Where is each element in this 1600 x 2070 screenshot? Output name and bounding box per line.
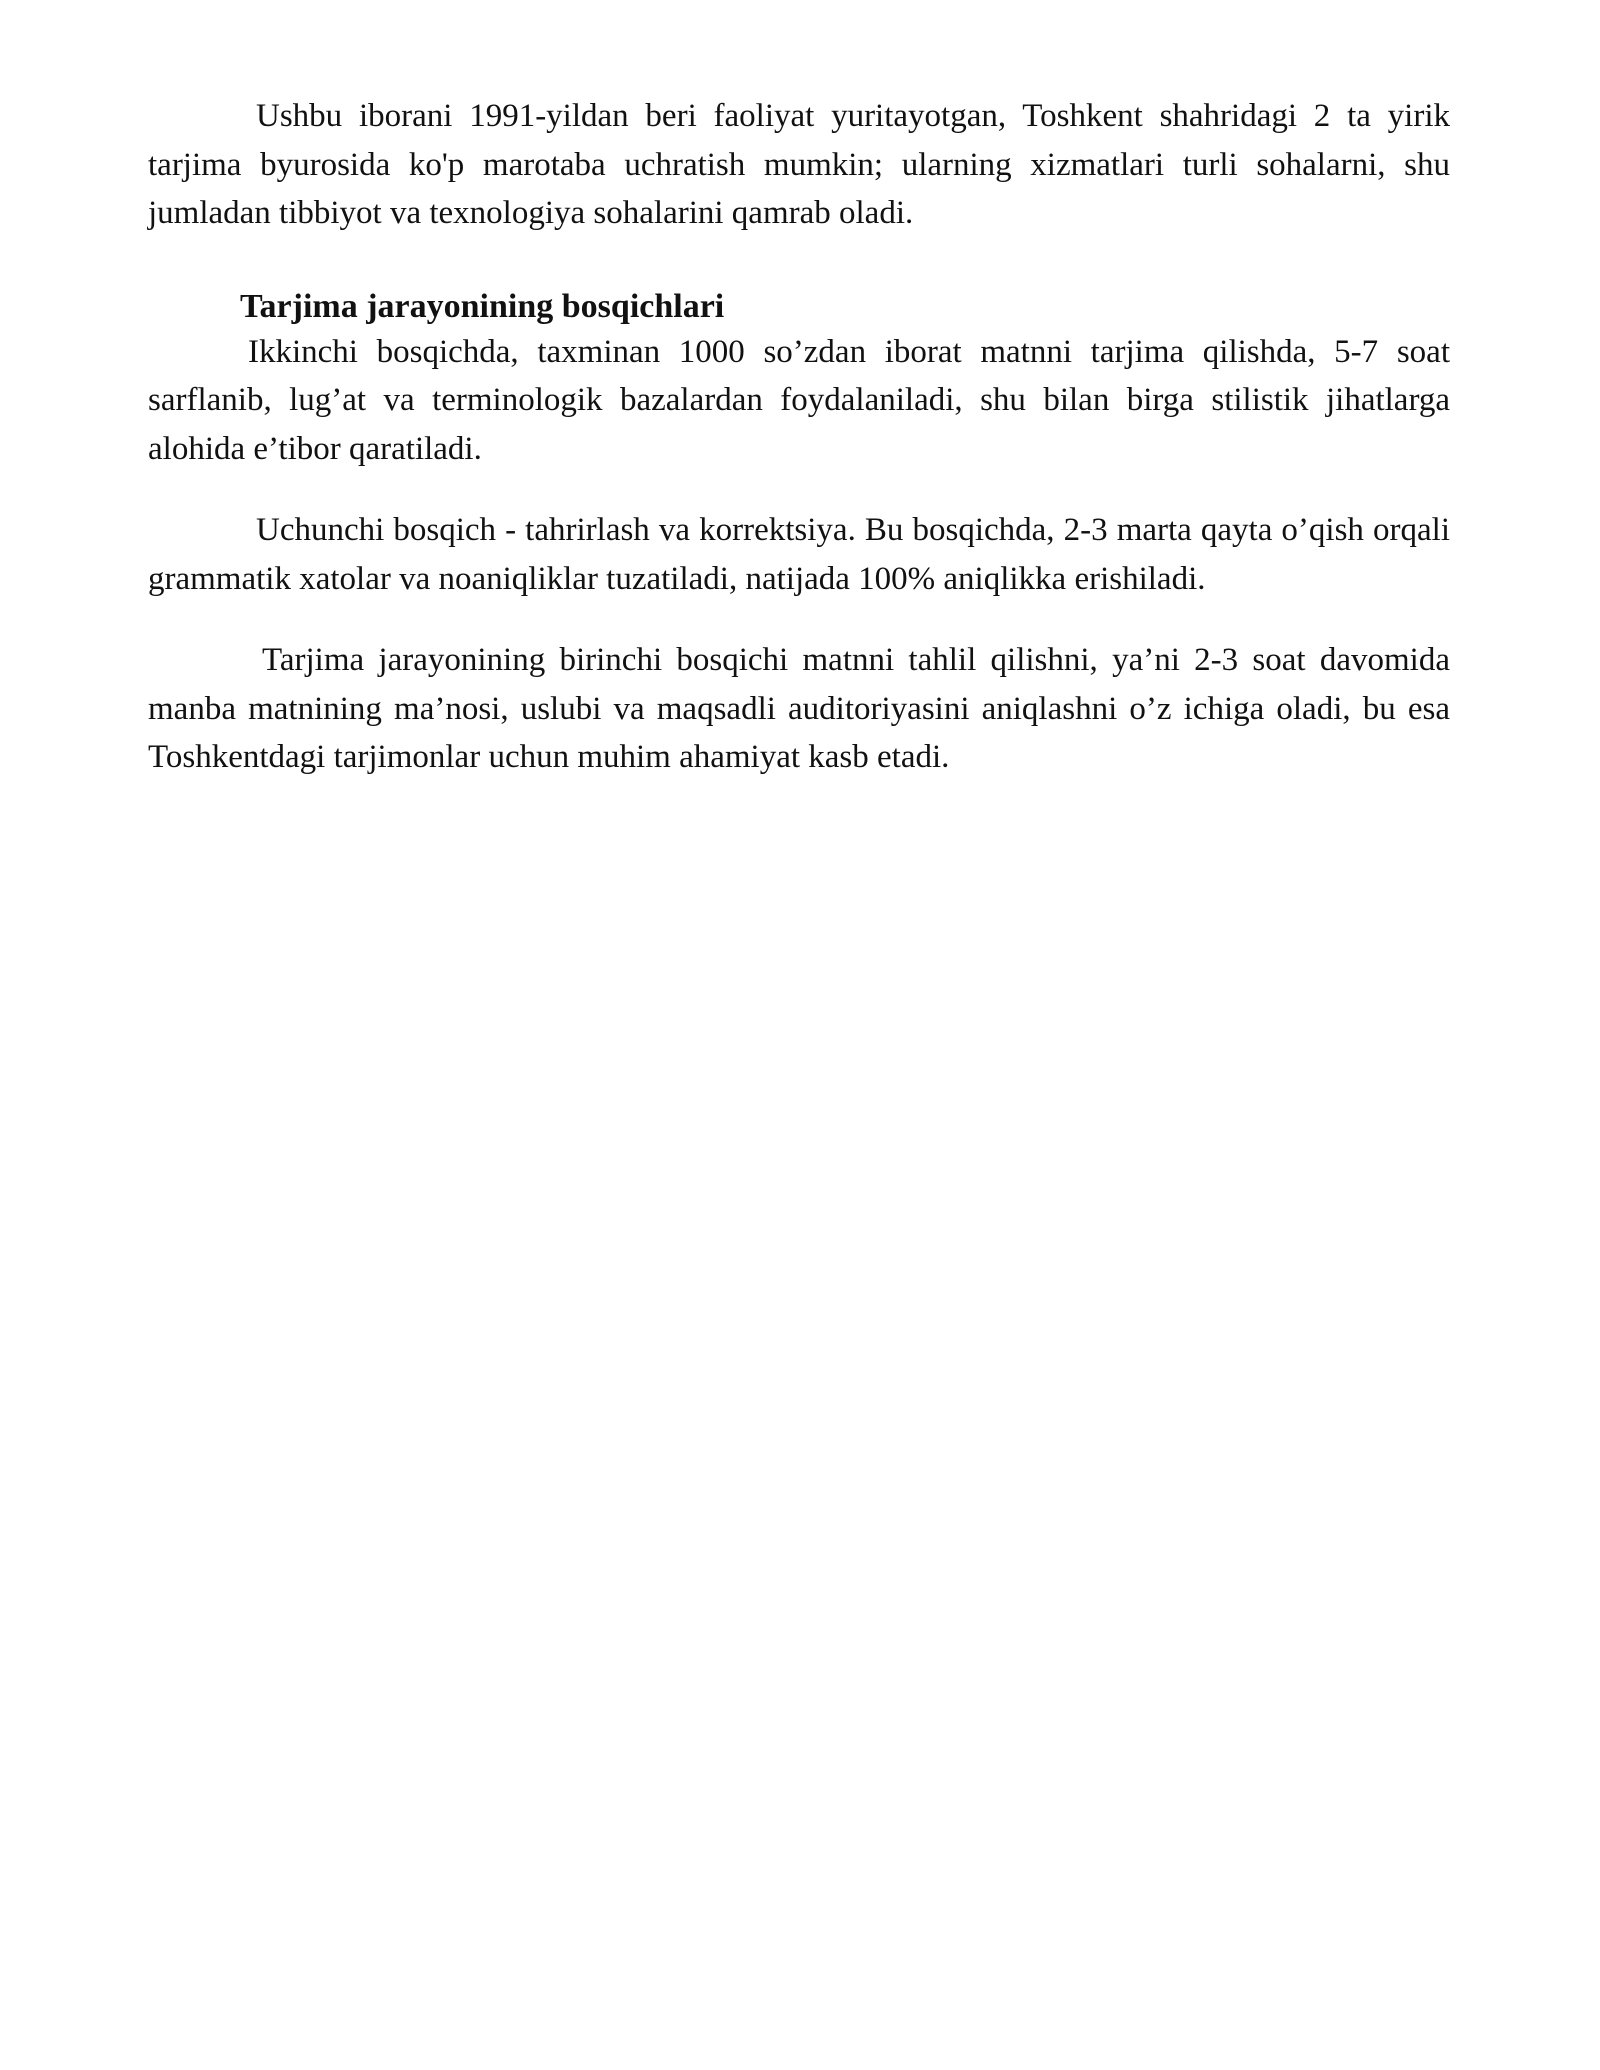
section-heading: Tarjima jarayonining bosqichlari bbox=[240, 287, 725, 325]
document-body bbox=[148, 92, 1450, 782]
paragraph-third-stage: Uchunchi bosqich - tahrirlash va korrektsiya. Bu bosqichda, 2-3 marta qayta o’qish orqali grammatik xatolar va noaniqliklar tuzatiladi, natijada 100% aniqlikka erishiladi. bbox=[148, 512, 1450, 597]
paragraph-first-stage: Tarjima jarayonining birinchi bosqichi matnni tahlil qilishni, ya’ni 2-3 soat davomida manba matnining ma’nosi, uslubi va maqsadli auditoriyasini aniqlashni o’z ichiga oladi, bu esa Toshkentdagi tarjimonlar uchun muhim ahamiyat kasb etadi. bbox=[148, 642, 1450, 775]
paragraph-second-stage: Ikkinchi bosqichda, taxminan 1000 so’zdan iborat matnni tarjima qilishda, 5-7 soat sarflanib, lug’at va terminologik bazalardan foydalaniladi, shu bilan birga stilistik jihatlarga alohida e’tibor qaratiladi. bbox=[148, 333, 1450, 467]
paragraph-intro: Ushbu iborani 1991-yildan beri faoliyat yuritayotgan, Toshkent shahridagi 2 ta yirik tarjima byurosida ko'p marotaba uchratish mumkin; ularning xizmatlari turli sohalarni, shu jumladan tibbiyot va texnologiya sohalarini qamrab oladi. bbox=[148, 98, 1450, 231]
